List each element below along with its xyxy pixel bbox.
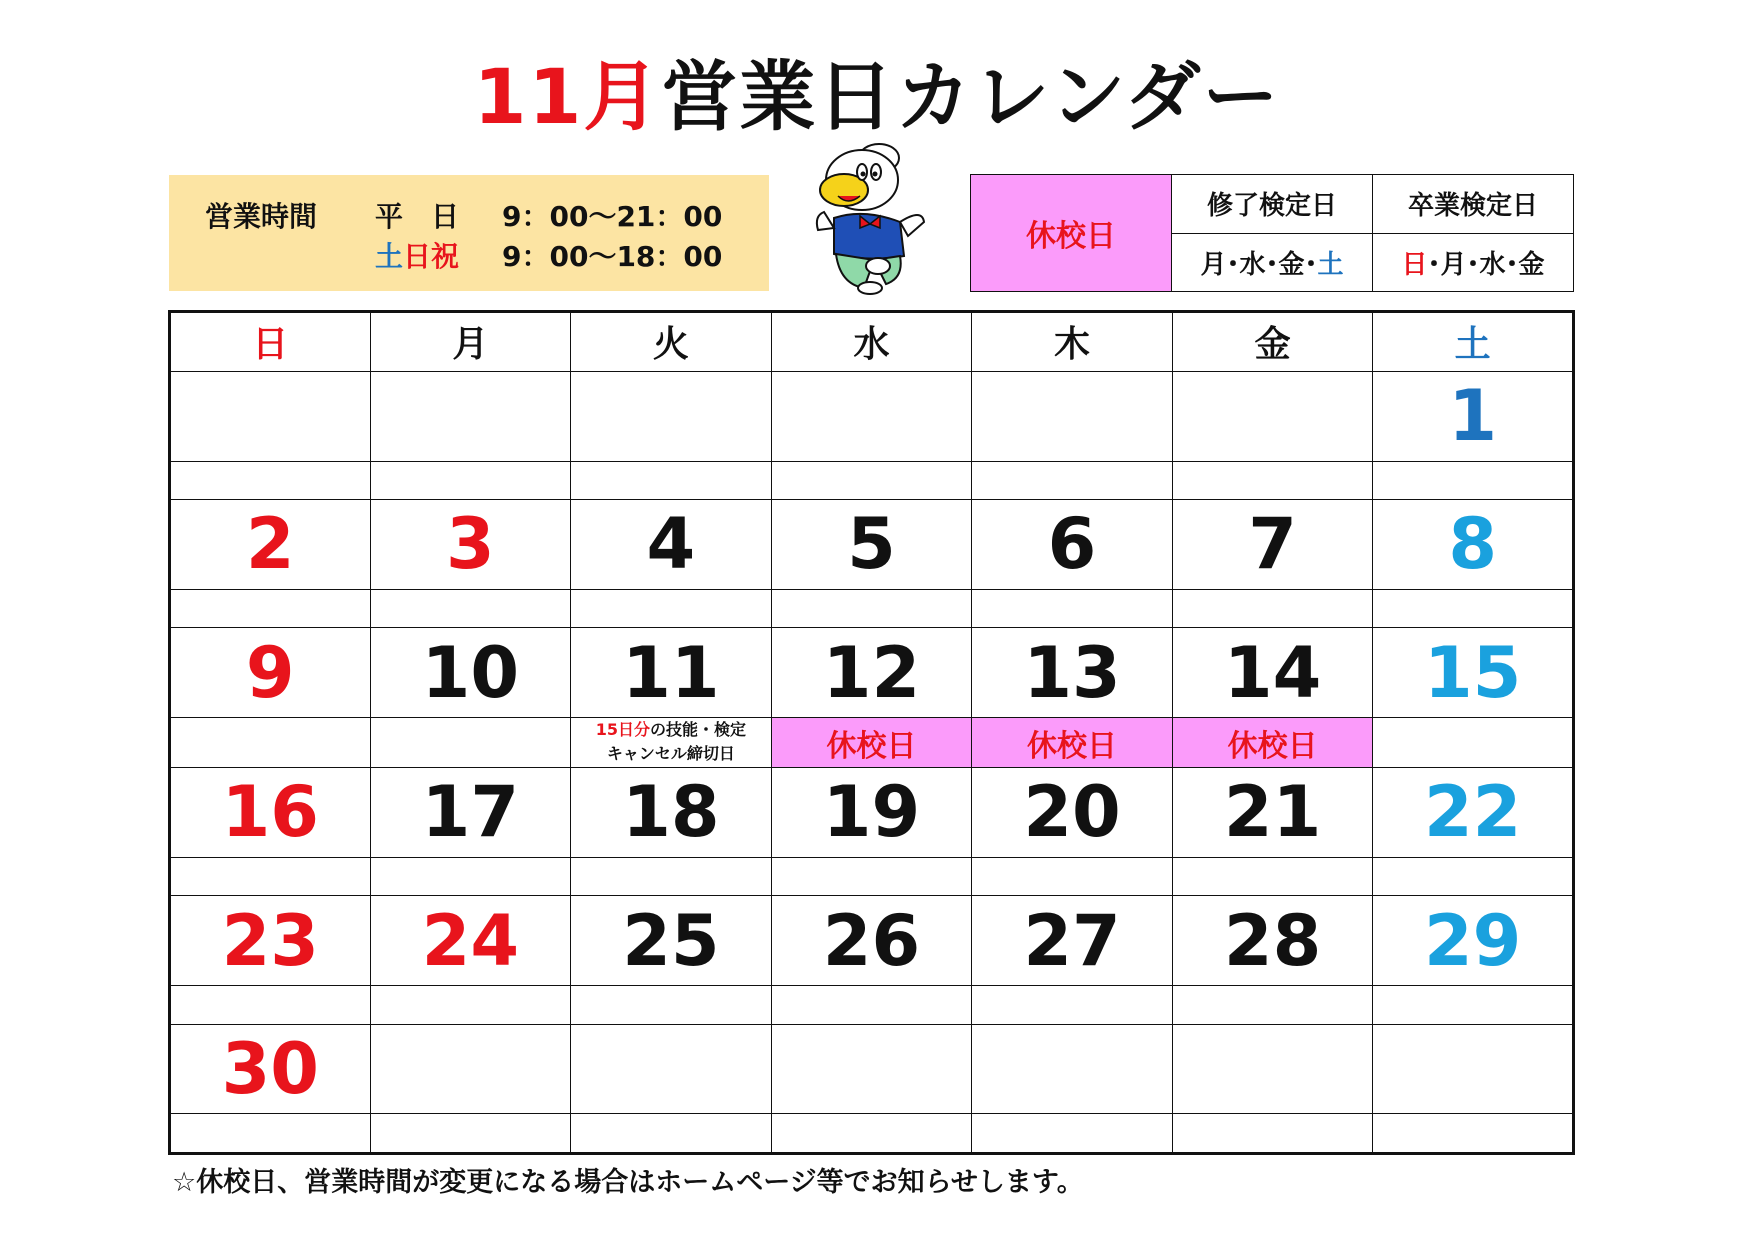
completion-days-text: 月･水･金･	[1200, 249, 1318, 280]
note-row	[170, 589, 1574, 627]
day-cell: 2	[170, 499, 371, 589]
business-hours-box	[169, 175, 769, 291]
note-cell	[1373, 589, 1574, 627]
week-row	[170, 1024, 1574, 1114]
weekday-sun: 日	[170, 312, 371, 372]
day-cell: 3	[370, 499, 571, 589]
day-cell: 29	[1373, 896, 1574, 986]
note-cell	[170, 589, 371, 627]
note-cell	[170, 857, 371, 895]
day-cell	[1373, 1024, 1574, 1114]
day-cell	[972, 1024, 1173, 1114]
day-cell: 26	[771, 896, 972, 986]
weekend-sat-label: 土	[375, 240, 404, 273]
day-cell	[1172, 1024, 1373, 1114]
legend-closed-day: 休校日	[971, 175, 1172, 292]
day-cell: 23	[170, 896, 371, 986]
note-cell	[771, 857, 972, 895]
note-cell	[370, 857, 571, 895]
note-cell	[771, 1114, 972, 1154]
page-title	[0, 52, 1754, 142]
mascot-bird-icon	[804, 138, 934, 298]
legend-graduation-header: 卒業検定日	[1373, 175, 1574, 234]
completion-sat-text: 土	[1317, 249, 1344, 280]
day-cell: 25	[571, 896, 772, 986]
hours-label: 営業時間	[205, 200, 318, 233]
note-cell	[972, 461, 1173, 499]
day-cell	[771, 1024, 972, 1114]
week-row	[170, 767, 1574, 857]
week-row	[170, 499, 1574, 589]
note-cell	[1373, 461, 1574, 499]
day-cell: 28	[1172, 896, 1373, 986]
weekend-sunhol-label: 日祝	[403, 240, 460, 273]
day-cell: 27	[972, 896, 1173, 986]
note-cell	[370, 986, 571, 1024]
weekday-time: 9：00～21：00	[502, 200, 723, 233]
note-cell	[571, 986, 772, 1024]
weekday-sat: 土	[1373, 312, 1574, 372]
weekday-label: 平 日	[375, 200, 460, 233]
weekday-thu: 木	[972, 312, 1173, 372]
note-cell	[370, 718, 571, 768]
closed-day-note: 休校日	[771, 718, 972, 768]
note-cell	[771, 461, 972, 499]
day-cell: 14	[1172, 628, 1373, 718]
graduation-sun-text: 日	[1401, 249, 1428, 280]
note-cell	[571, 589, 772, 627]
note-cell	[370, 589, 571, 627]
note-cell	[972, 589, 1173, 627]
week-row	[170, 628, 1574, 718]
note-cell	[972, 857, 1173, 895]
note-cell	[771, 589, 972, 627]
calendar-grid	[168, 310, 1575, 1155]
day-cell: 30	[170, 1024, 371, 1114]
note-row	[170, 718, 1574, 768]
day-cell: 4	[571, 499, 772, 589]
note-cell	[1373, 986, 1574, 1024]
day-cell: 9	[170, 628, 371, 718]
note-cell	[1373, 857, 1574, 895]
day-cell	[771, 371, 972, 461]
deadline-text-line2: キャンセル締切日	[606, 744, 735, 764]
day-cell: 8	[1373, 499, 1574, 589]
note-row	[170, 986, 1574, 1024]
note-cell	[972, 1114, 1173, 1154]
day-cell	[571, 371, 772, 461]
week-row	[170, 371, 1574, 461]
day-cell: 18	[571, 767, 772, 857]
graduation-days-text: ･月･水･金	[1427, 249, 1545, 280]
note-cell	[571, 461, 772, 499]
day-cell: 11	[571, 628, 772, 718]
day-cell: 5	[771, 499, 972, 589]
legend-graduation-days	[1373, 233, 1574, 292]
note-cell	[771, 986, 972, 1024]
day-cell: 12	[771, 628, 972, 718]
note-row	[170, 857, 1574, 895]
day-cell: 13	[972, 628, 1173, 718]
weekend-time: 9：00～18：00	[502, 240, 723, 273]
day-cell	[170, 371, 371, 461]
note-cell	[1172, 857, 1373, 895]
day-cell: 22	[1373, 767, 1574, 857]
day-cell: 16	[170, 767, 371, 857]
closed-day-note: 休校日	[972, 718, 1173, 768]
day-cell: 6	[972, 499, 1173, 589]
note-cell	[1172, 461, 1373, 499]
day-cell: 20	[972, 767, 1173, 857]
deadline-text: の技能・検定	[650, 720, 747, 740]
legend-completion-days	[1172, 233, 1373, 292]
note-cell	[1373, 1114, 1574, 1154]
day-cell	[1172, 371, 1373, 461]
note-row	[170, 1114, 1574, 1154]
deadline-days: 15日分	[595, 720, 651, 740]
week-row	[170, 896, 1574, 986]
closed-day-note: 休校日	[1172, 718, 1373, 768]
weekday-header-row	[170, 312, 1574, 372]
weekday-tue: 火	[571, 312, 772, 372]
weekend-label	[375, 235, 459, 275]
note-cell	[1373, 718, 1574, 768]
note-cell	[170, 718, 371, 768]
note-row	[170, 461, 1574, 499]
note-cell	[1172, 986, 1373, 1024]
day-cell	[571, 1024, 772, 1114]
day-cell	[370, 1024, 571, 1114]
note-cell	[370, 1114, 571, 1154]
title-month: 11月	[473, 52, 662, 141]
day-cell: 24	[370, 896, 571, 986]
day-cell	[972, 371, 1173, 461]
cancellation-deadline-note	[571, 718, 772, 768]
day-cell	[370, 371, 571, 461]
note-cell	[1172, 1114, 1373, 1154]
weekday-wed: 水	[771, 312, 972, 372]
day-cell: 1	[1373, 371, 1574, 461]
title-text: 営業日カレンダー	[661, 52, 1281, 141]
day-cell: 7	[1172, 499, 1373, 589]
footnote: ☆休校日、営業時間が変更になる場合はホームページ等でお知らせします。	[172, 1167, 1084, 1198]
note-cell	[1172, 589, 1373, 627]
day-cell: 15	[1373, 628, 1574, 718]
note-cell	[170, 461, 371, 499]
legend-table	[970, 174, 1574, 292]
day-cell: 21	[1172, 767, 1373, 857]
day-cell: 19	[771, 767, 972, 857]
legend-completion-header: 修了検定日	[1172, 175, 1373, 234]
note-cell	[370, 461, 571, 499]
weekday-mon: 月	[370, 312, 571, 372]
day-cell: 17	[370, 767, 571, 857]
note-cell	[972, 986, 1173, 1024]
note-cell	[170, 986, 371, 1024]
note-cell	[571, 857, 772, 895]
day-cell: 10	[370, 628, 571, 718]
note-cell	[571, 1114, 772, 1154]
weekday-fri: 金	[1172, 312, 1373, 372]
note-cell	[170, 1114, 371, 1154]
